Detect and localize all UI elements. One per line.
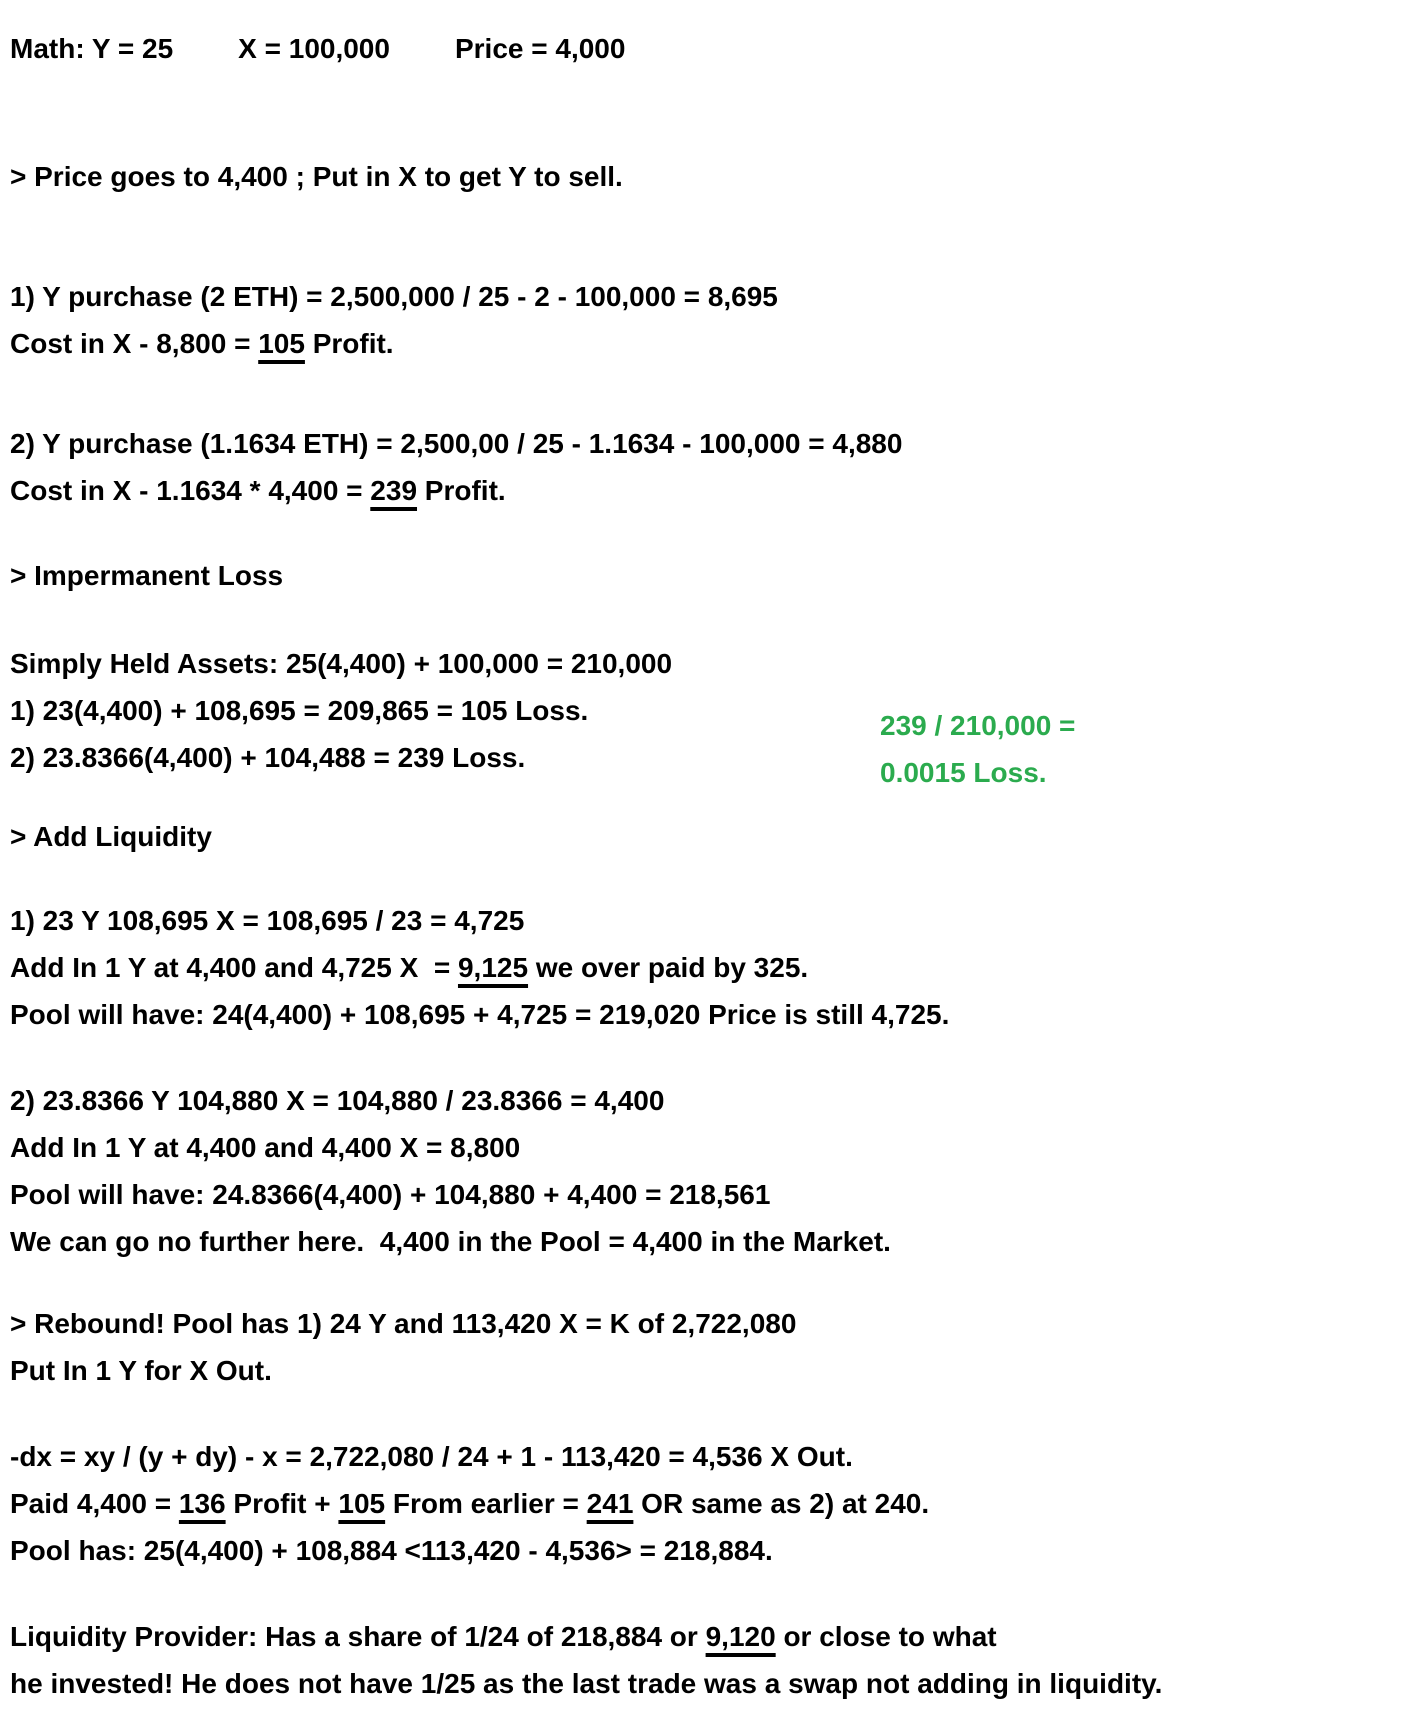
add-liquidity-1 bbox=[10, 897, 1411, 1038]
text-segment: 1) Y purchase (2 ETH) = 2,500,000 / 25 - 2 - 100,000 = 8,695 bbox=[10, 281, 778, 312]
add-liquidity-2-line-3 bbox=[10, 1171, 1411, 1218]
impermanent-loss-calcs-line-2 bbox=[10, 687, 1411, 734]
text-segment: From earlier = bbox=[385, 1488, 587, 1519]
text-segment: > Price goes to 4,400 ; Put in X to get Y to sell. bbox=[10, 161, 623, 192]
text-segment: we over paid by 325. bbox=[528, 952, 809, 983]
liquidity-provider bbox=[10, 1613, 1411, 1707]
underlined-value: 239 bbox=[370, 475, 418, 506]
relative-loss-note-line-2 bbox=[880, 749, 1075, 796]
text-segment: he invested! He does not have 1/25 as the last trade was a swap not adding in liquidity. bbox=[10, 1668, 1163, 1699]
relative-loss-note-line-1 bbox=[880, 702, 1075, 749]
add-liquidity-2 bbox=[10, 1077, 1411, 1265]
text-segment: 239 / 210,000 = bbox=[880, 710, 1076, 741]
text-segment: Profit. bbox=[417, 475, 506, 506]
underlined-value: 241 bbox=[586, 1488, 634, 1519]
text-segment: We can go no further here. 4,400 in the Pool = 4,400 in the Market. bbox=[10, 1226, 891, 1257]
text-segment: 2) 23.8366(4,400) + 104,488 = 239 Loss. bbox=[10, 742, 526, 773]
scenario-price-move bbox=[10, 153, 1411, 200]
purchase-2-line-1 bbox=[10, 420, 1411, 467]
underlined-value: 105 bbox=[258, 328, 305, 359]
relative-loss-note bbox=[880, 702, 1075, 796]
purchase-1-line-2 bbox=[10, 320, 1411, 367]
text-segment: Add In 1 Y at 4,400 and 4,725 X = bbox=[10, 952, 458, 983]
text-segment: Cost in X - 1.1634 * 4,400 = bbox=[10, 475, 371, 506]
given-values bbox=[10, 25, 1411, 72]
text-segment: Pool will have: 24(4,400) + 108,695 + 4,725 = 219,020 Price is still 4,725. bbox=[10, 999, 950, 1030]
text-segment: or close to what bbox=[775, 1621, 997, 1652]
add-liquidity-2-line-4 bbox=[10, 1218, 1411, 1265]
impermanent-loss-calcs-line-3 bbox=[10, 734, 1411, 781]
add-liquidity-heading bbox=[10, 813, 1411, 860]
rebound-line-2 bbox=[10, 1347, 1411, 1394]
text-segment: 1) 23 Y 108,695 X = 108,695 / 23 = 4,725 bbox=[10, 905, 525, 936]
text-segment: Put In 1 Y for X Out. bbox=[10, 1355, 272, 1386]
rebound-calcs-line-3 bbox=[10, 1527, 1411, 1574]
scenario-price-move-line-1 bbox=[10, 153, 1411, 200]
text-segment: Liquidity Provider: Has a share of 1/24 of 218,884 or bbox=[10, 1621, 706, 1652]
purchase-2 bbox=[10, 420, 1411, 514]
text-segment: 2) 23.8366 Y 104,880 X = 104,880 / 23.8366 = 4,400 bbox=[10, 1085, 665, 1116]
text-segment: Paid 4,400 = bbox=[10, 1488, 179, 1519]
underlined-value: 9,125 bbox=[457, 952, 529, 983]
rebound-calcs bbox=[10, 1433, 1411, 1574]
underlined-value: 105 bbox=[338, 1488, 386, 1519]
text-segment: > Rebound! Pool has 1) 24 Y and 113,420 X = K of 2,722,080 bbox=[10, 1308, 797, 1339]
add-liquidity-2-line-2 bbox=[10, 1124, 1411, 1171]
text-segment: > Add Liquidity bbox=[10, 821, 212, 852]
add-liquidity-heading-line-1 bbox=[10, 813, 1411, 860]
add-liquidity-1-line-3 bbox=[10, 991, 1411, 1038]
impermanent-loss-calcs bbox=[10, 640, 1411, 781]
rebound-calcs-line-2 bbox=[10, 1480, 1411, 1527]
given-values-line-1 bbox=[10, 25, 1411, 72]
text-segment: OR same as 2) at 240. bbox=[633, 1488, 930, 1519]
underlined-value: 9,120 bbox=[705, 1621, 776, 1652]
rebound-calcs-line-1 bbox=[10, 1433, 1411, 1480]
text-segment: 2) Y purchase (1.1634 ETH) = 2,500,00 / 25 - 1.1634 - 100,000 = 4,880 bbox=[10, 428, 903, 459]
text-segment: X = 100,000 bbox=[238, 33, 390, 64]
impermanent-loss-heading-line-1 bbox=[10, 552, 1411, 599]
text-segment: > Impermanent Loss bbox=[10, 560, 284, 591]
add-liquidity-2-line-1 bbox=[10, 1077, 1411, 1124]
underlined-value: 136 bbox=[178, 1488, 226, 1519]
text-segment: Profit + bbox=[225, 1488, 339, 1519]
text-segment: Pool will have: 24.8366(4,400) + 104,880 + 4,400 = 218,561 bbox=[10, 1179, 771, 1210]
text-segment: 0.0015 Loss. bbox=[880, 757, 1047, 788]
text-segment: -dx = xy / (y + dy) - x = 2,722,080 / 24 + 1 - 113,420 = 4,536 X Out. bbox=[10, 1441, 853, 1472]
text-segment: Pool has: 25(4,400) + 108,884 <113,420 - 4,536> = 218,884. bbox=[10, 1535, 773, 1566]
text-segment: Add In 1 Y at 4,400 and 4,400 X = 8,800 bbox=[10, 1132, 521, 1163]
liquidity-provider-line-1 bbox=[10, 1613, 1411, 1660]
text-segment: Price = 4,000 bbox=[454, 33, 626, 64]
liquidity-provider-line-2 bbox=[10, 1660, 1411, 1707]
add-liquidity-1-line-2 bbox=[10, 944, 1411, 991]
add-liquidity-1-line-1 bbox=[10, 897, 1411, 944]
rebound bbox=[10, 1300, 1411, 1394]
text-segment: Cost in X - 8,800 = bbox=[10, 328, 259, 359]
text-segment: Profit. bbox=[304, 328, 394, 359]
purchase-1 bbox=[10, 273, 1411, 367]
rebound-line-1 bbox=[10, 1300, 1411, 1347]
text-segment: 1) 23(4,400) + 108,695 = 209,865 = 105 Loss. bbox=[10, 695, 589, 726]
text-segment: Simply Held Assets: 25(4,400) + 100,000 = 210,000 bbox=[10, 648, 673, 679]
impermanent-loss-heading bbox=[10, 552, 1411, 599]
text-segment: Math: Y = 25 bbox=[10, 33, 174, 64]
purchase-2-line-2 bbox=[10, 467, 1411, 514]
purchase-1-line-1 bbox=[10, 273, 1411, 320]
impermanent-loss-calcs-line-1 bbox=[10, 640, 1411, 687]
